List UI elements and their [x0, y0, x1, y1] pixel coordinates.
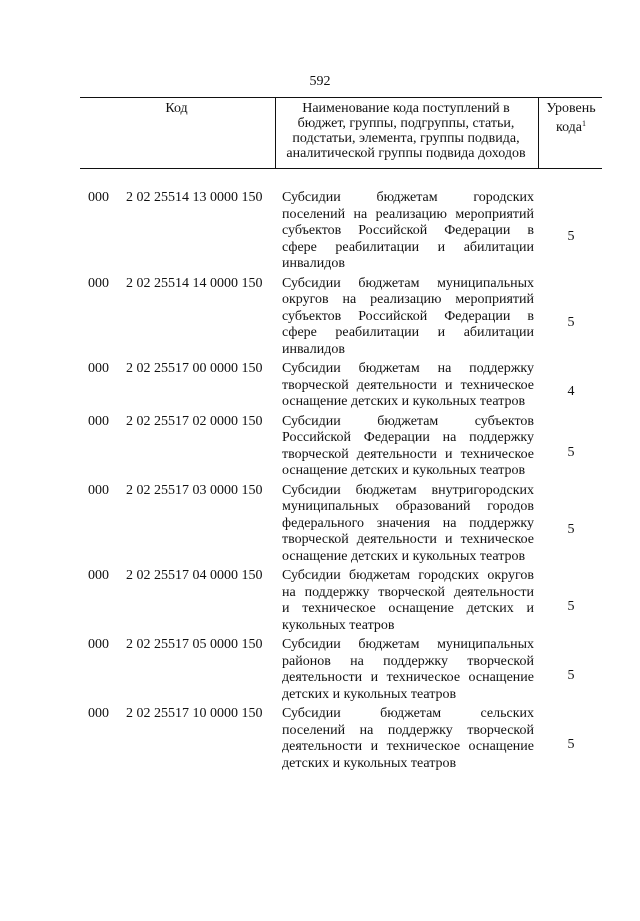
revenue-name [282, 706, 534, 772]
revenue-name [282, 414, 534, 480]
revenue-name-line: и техническое оснащение детских и [282, 601, 534, 616]
admin-code: 000 [88, 190, 109, 205]
revenue-name-line: оснащение детских и кукольных театров [282, 394, 526, 409]
header-level-line: Уровень [546, 101, 596, 116]
code-level: 5 [567, 314, 575, 330]
header-name-line: Наименование кода поступлений в [302, 101, 510, 116]
revenue-name-line: Субсидии бюджетам субъектов [282, 413, 534, 429]
revenue-code: 2 02 25517 02 0000 150 [126, 413, 263, 429]
admin-code: 000 [88, 706, 109, 721]
revenue-name-line: инвалидов [282, 256, 345, 271]
revenue-name-line: Субсидии бюджетам внутригородских [282, 482, 534, 498]
revenue-name-line: творческой деятельности и техническое [282, 446, 534, 462]
code-level: 5 [567, 229, 575, 245]
revenue-name-line: инвалидов [282, 341, 345, 357]
revenue-name-line: оснащение детских и кукольных театров [282, 548, 526, 564]
code-level: 5 [567, 444, 575, 460]
code-level: 5 [567, 737, 575, 752]
revenue-name [282, 568, 534, 634]
revenue-code: 2 02 25517 10 0000 150 [126, 706, 263, 721]
revenue-code: 2 02 25514 13 0000 150 [126, 190, 263, 205]
revenue-name-line: Субсидии бюджетам муниципальных [282, 275, 534, 291]
revenue-name-line: федерального значения на поддержку [282, 515, 534, 531]
admin-code: 000 [88, 361, 109, 376]
header-level [540, 101, 602, 135]
revenue-name-line: Субсидии бюджетам городских округов [282, 568, 534, 583]
header-name-line: бюджет, группы, подгруппы, статьи, [297, 116, 515, 131]
revenue-name-line: на поддержку творческой деятельности [282, 584, 534, 600]
revenue-name [282, 276, 534, 359]
code-level: 5 [567, 521, 575, 537]
header-name-line: подстатьи, элемента, группы подвида, [292, 131, 520, 146]
revenue-code: 2 02 25517 05 0000 150 [126, 637, 263, 652]
header-name [276, 101, 536, 161]
revenue-name-line: субъектов Российской Федерации в [282, 308, 534, 324]
revenue-code: 2 02 25517 04 0000 150 [126, 568, 263, 583]
revenue-name-line: творческой деятельности и техническое [282, 377, 534, 393]
revenue-name-line: Субсидии бюджетам муниципальных [282, 637, 534, 652]
revenue-name-line: Субсидии бюджетам на поддержку [282, 361, 534, 376]
revenue-name-line: оснащение детских и кукольных театров [282, 463, 526, 478]
revenue-name-line: муниципальных образований городов [282, 499, 534, 514]
admin-code: 000 [88, 482, 109, 498]
header-code: Код [165, 101, 188, 116]
revenue-name-line: сфере реабилитации и абилитации [282, 325, 534, 340]
revenue-name-line: детских и кукольных театров [282, 686, 457, 702]
footnote-marker: 1 [582, 119, 587, 128]
revenue-name-line: детских и кукольных театров [282, 755, 457, 771]
revenue-name-line: Субсидии бюджетам городских [282, 190, 534, 205]
revenue-name-line: творческой деятельности и техническое [282, 532, 534, 547]
admin-code: 000 [88, 413, 109, 429]
revenue-name-line: сфере реабилитации и абилитации [282, 239, 534, 255]
header-name-line: аналитической группы подвида доходов [286, 146, 526, 161]
revenue-name [282, 637, 534, 703]
table-header [80, 97, 602, 169]
revenue-name [282, 483, 534, 566]
revenue-name-line: субъектов Российской Федерации в [282, 223, 534, 238]
admin-code: 000 [88, 637, 109, 652]
revenue-name-line: поселений на реализацию мероприятий [282, 206, 534, 222]
revenue-name-line: деятельности и техническое оснащение [282, 739, 534, 754]
revenue-name-line: деятельности и техническое оснащение [282, 670, 534, 685]
revenue-name [282, 190, 534, 273]
header-level-line: кода$^1$ [555, 119, 587, 135]
revenue-code: 2 02 25514 14 0000 150 [126, 275, 263, 291]
code-level: 4 [567, 383, 575, 399]
code-level: 5 [567, 668, 575, 683]
page-number: 592 [309, 74, 331, 89]
revenue-name-line: Российской Федерации на поддержку [282, 430, 534, 445]
revenue-name-line: кукольных театров [282, 617, 395, 633]
admin-code: 000 [88, 275, 109, 291]
revenue-name-line: округов на реализацию мероприятий [282, 292, 534, 307]
code-level: 5 [567, 599, 575, 614]
revenue-code: 2 02 25517 03 0000 150 [126, 482, 263, 498]
revenue-code: 2 02 25517 00 0000 150 [126, 361, 263, 376]
revenue-name-line: районов на поддержку творческой [282, 653, 534, 669]
revenue-name [282, 361, 534, 411]
header-divider [538, 98, 539, 168]
admin-code: 000 [88, 568, 109, 583]
revenue-name-line: поселений на поддержку творческой [282, 722, 534, 738]
revenue-name-line: Субсидии бюджетам сельских [282, 706, 534, 721]
